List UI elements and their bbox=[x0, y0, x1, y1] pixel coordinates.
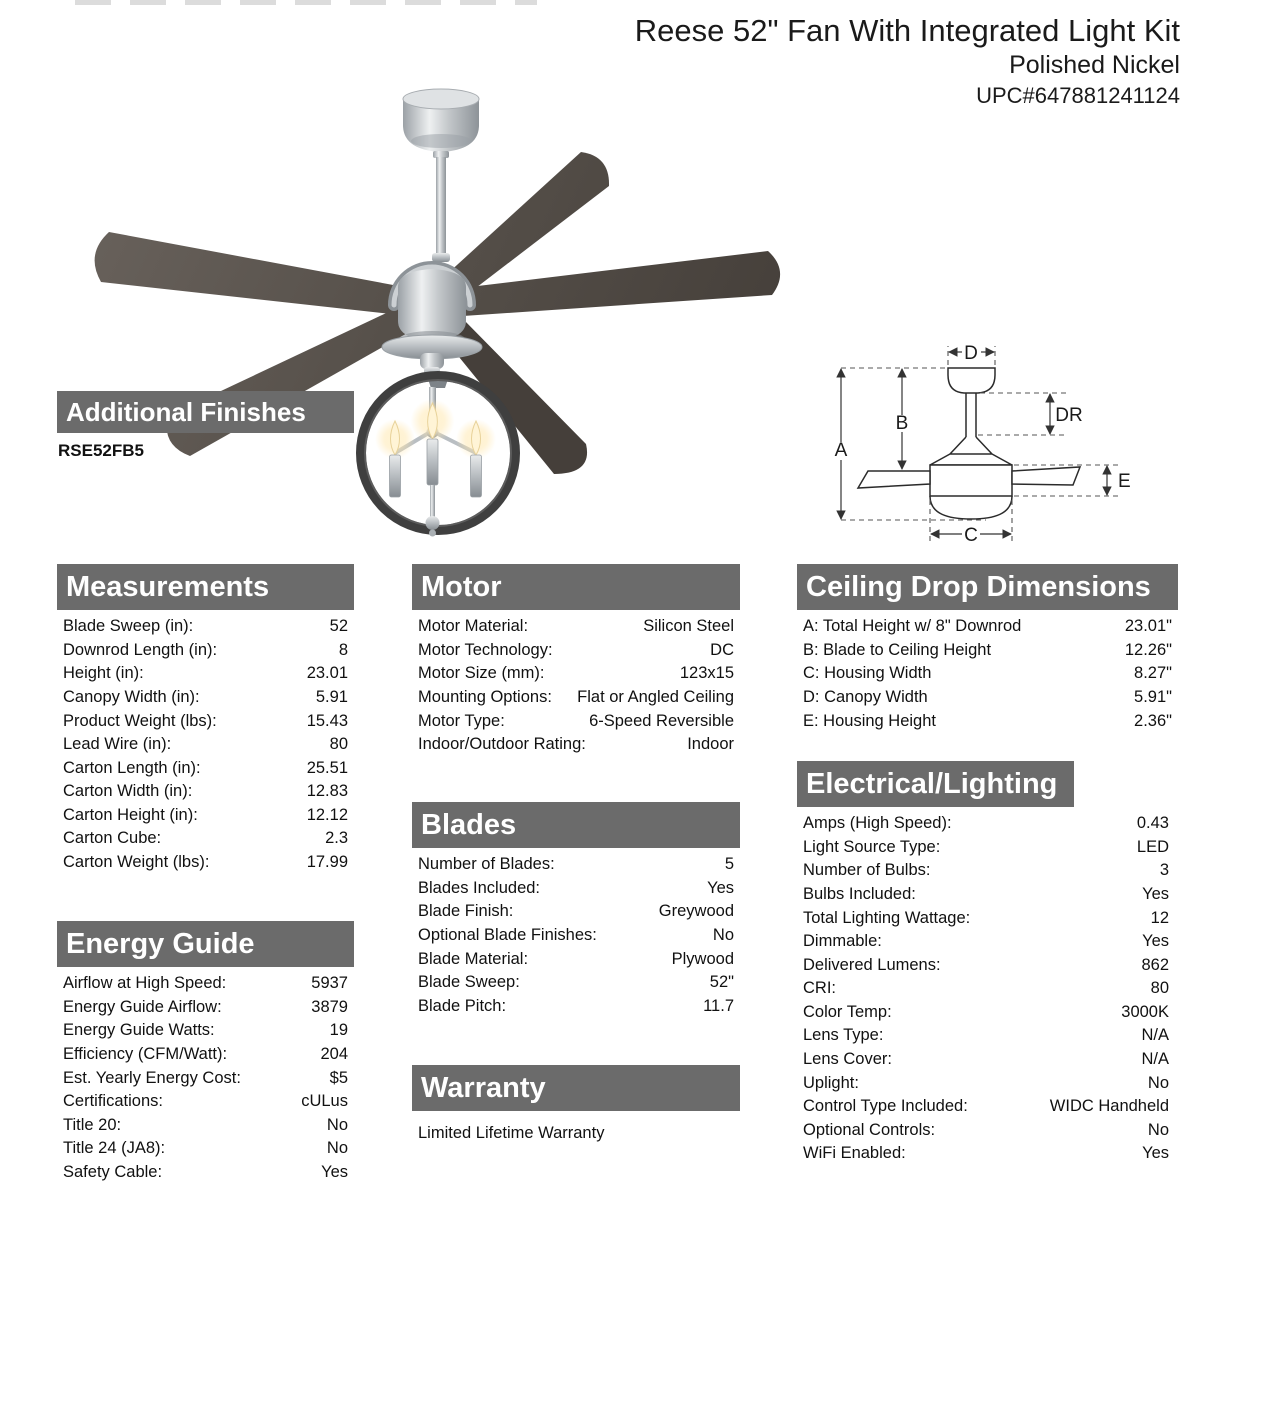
spec-label: Airflow at High Speed: bbox=[63, 974, 227, 993]
spec-value: 3 bbox=[1159, 861, 1169, 880]
spec-label: Number of Bulbs: bbox=[803, 861, 931, 880]
spec-label: Energy Guide Watts: bbox=[63, 1021, 215, 1040]
spec-row bbox=[412, 639, 740, 663]
spec-value: 25.51 bbox=[306, 758, 348, 777]
spec-value: N/A bbox=[1141, 1026, 1169, 1045]
spec-row bbox=[412, 924, 740, 948]
spec-row bbox=[57, 756, 354, 780]
spec-row bbox=[412, 686, 740, 710]
spec-label: Carton Height (in): bbox=[63, 805, 198, 824]
spec-row bbox=[57, 1043, 354, 1067]
section-header: Blades bbox=[412, 802, 740, 848]
spec-value: 80 bbox=[329, 735, 348, 754]
spec-row bbox=[412, 900, 740, 924]
section-header: Motor bbox=[412, 564, 740, 610]
spec-label: Motor Material: bbox=[418, 617, 529, 636]
spec-row bbox=[57, 1066, 354, 1090]
spec-row bbox=[797, 1071, 1175, 1095]
spec-row bbox=[797, 1119, 1175, 1143]
spec-label: Downrod Length (in): bbox=[63, 640, 218, 659]
spec-label: D: Canopy Width bbox=[803, 687, 928, 706]
ceiling-drop-diagram bbox=[828, 332, 1184, 558]
spec-value: Yes bbox=[321, 1162, 348, 1181]
section-electrical-lighting bbox=[797, 761, 1175, 1166]
label-e: E bbox=[1118, 471, 1131, 492]
spec-row bbox=[797, 1001, 1175, 1025]
spec-label: Lens Cover: bbox=[803, 1049, 892, 1068]
spec-value: Yes bbox=[707, 878, 734, 897]
spec-row bbox=[797, 615, 1178, 639]
product-title: Reese 52" Fan With Integrated Light Kit bbox=[634, 13, 1180, 48]
spec-value: Yes bbox=[1142, 884, 1169, 903]
section-header: Energy Guide bbox=[57, 921, 354, 967]
spec-row bbox=[57, 1161, 354, 1185]
spec-label: Lens Type: bbox=[803, 1026, 884, 1045]
spec-value: 12.12 bbox=[306, 805, 348, 824]
spec-label: Motor Type: bbox=[418, 711, 505, 730]
spec-value: 15.43 bbox=[306, 711, 348, 730]
spec-label: Carton Weight (lbs): bbox=[63, 852, 210, 871]
spec-row bbox=[412, 853, 740, 877]
spec-value: N/A bbox=[1141, 1049, 1169, 1068]
spec-value: Indoor bbox=[687, 735, 734, 754]
spec-label: CRI: bbox=[803, 979, 836, 998]
label-b: B bbox=[895, 413, 909, 434]
spec-value: 0.43 bbox=[1136, 814, 1169, 833]
label-dr: DR bbox=[1055, 405, 1083, 426]
spec-row bbox=[797, 1142, 1175, 1166]
spec-value: 19 bbox=[329, 1021, 348, 1040]
spec-value: Greywood bbox=[658, 902, 734, 921]
spec-label: Total Lighting Wattage: bbox=[803, 908, 971, 927]
spec-label: Efficiency (CFM/Watt): bbox=[63, 1044, 228, 1063]
spec-value: No bbox=[712, 925, 734, 944]
spec-value: WIDC Handheld bbox=[1049, 1097, 1169, 1116]
spec-value: 3879 bbox=[311, 997, 348, 1016]
spec-label: Blade Pitch: bbox=[418, 996, 507, 1015]
product-finish-subtitle: Polished Nickel bbox=[1009, 51, 1180, 79]
spec-row bbox=[57, 996, 354, 1020]
spec-row bbox=[412, 877, 740, 901]
warranty-text: Limited Lifetime Warranty bbox=[418, 1124, 605, 1142]
spec-label: Amps (High Speed): bbox=[803, 814, 952, 833]
spec-label: A: Total Height w/ 8" Downrod bbox=[803, 617, 1022, 636]
spec-row bbox=[57, 1137, 354, 1161]
spec-value: 5.91 bbox=[315, 687, 348, 706]
section-warranty bbox=[412, 1065, 740, 1143]
spec-value: 2.3 bbox=[325, 829, 348, 848]
spec-row bbox=[57, 1090, 354, 1114]
spec-row bbox=[797, 1048, 1175, 1072]
spec-row bbox=[57, 780, 354, 804]
spec-row bbox=[57, 804, 354, 828]
spec-label: Certifications: bbox=[63, 1092, 163, 1111]
spec-value: 204 bbox=[320, 1044, 348, 1063]
spec-label: Safety Cable: bbox=[63, 1162, 163, 1181]
spec-value: 52 bbox=[329, 617, 348, 636]
spec-label: Optional Controls: bbox=[803, 1120, 936, 1139]
section-header: Warranty bbox=[412, 1065, 740, 1111]
spec-value: 8 bbox=[338, 640, 348, 659]
spec-label: Blades Included: bbox=[418, 878, 541, 897]
spec-label: Carton Length (in): bbox=[63, 758, 201, 777]
spec-row bbox=[797, 977, 1175, 1001]
spec-row bbox=[57, 827, 354, 851]
section-blades bbox=[412, 802, 740, 1018]
spec-row bbox=[797, 883, 1175, 907]
label-c: C bbox=[964, 525, 978, 546]
cropped-logo-strip bbox=[75, 0, 537, 5]
spec-label: Motor Technology: bbox=[418, 640, 553, 659]
spec-label: Blade Sweep (in): bbox=[63, 617, 194, 636]
spec-row bbox=[57, 1019, 354, 1043]
spec-label: Dimmable: bbox=[803, 932, 882, 951]
spec-label: B: Blade to Ceiling Height bbox=[803, 640, 992, 659]
spec-value: No bbox=[1147, 1073, 1169, 1092]
spec-value: No bbox=[326, 1139, 348, 1158]
spec-label: Energy Guide Airflow: bbox=[63, 997, 222, 1016]
spec-row bbox=[412, 971, 740, 995]
spec-row bbox=[797, 1095, 1175, 1119]
spec-row bbox=[57, 686, 354, 710]
spec-label: Delivered Lumens: bbox=[803, 955, 941, 974]
spec-value: 5937 bbox=[311, 974, 348, 993]
spec-value: 80 bbox=[1150, 979, 1169, 998]
spec-row bbox=[57, 639, 354, 663]
additional-finishes-header: Additional Finishes bbox=[57, 391, 354, 433]
spec-value: 12.83 bbox=[306, 782, 348, 801]
fan-outline bbox=[858, 368, 1083, 519]
spec-label: Color Temp: bbox=[803, 1002, 892, 1021]
spec-label: Title 24 (JA8): bbox=[63, 1139, 166, 1158]
label-d: D bbox=[964, 343, 978, 364]
section-motor bbox=[412, 564, 740, 756]
spec-value: 5 bbox=[724, 855, 734, 874]
spec-value: $5 bbox=[329, 1068, 348, 1087]
spec-row bbox=[57, 709, 354, 733]
spec-row bbox=[412, 994, 740, 1018]
spec-value: 2.36" bbox=[1134, 711, 1172, 730]
spec-row bbox=[797, 812, 1175, 836]
spec-value: Yes bbox=[1142, 1144, 1169, 1163]
spec-value: Flat or Angled Ceiling bbox=[577, 687, 734, 706]
spec-row bbox=[57, 1113, 354, 1137]
spec-label: Title 20: bbox=[63, 1115, 122, 1134]
spec-label: Indoor/Outdoor Rating: bbox=[418, 735, 586, 754]
spec-row bbox=[797, 930, 1175, 954]
spec-row bbox=[412, 709, 740, 733]
spec-value: 11.7 bbox=[703, 996, 734, 1015]
section-measurements bbox=[57, 564, 354, 874]
spec-value: Silicon Steel bbox=[643, 617, 734, 636]
spec-value: 23.01 bbox=[306, 664, 348, 683]
spec-label: Lead Wire (in): bbox=[63, 735, 172, 754]
spec-label: Blade Sweep: bbox=[418, 973, 520, 992]
spec-value: 17.99 bbox=[306, 852, 348, 871]
spec-value: 8.27" bbox=[1134, 664, 1172, 683]
spec-label: Carton Width (in): bbox=[63, 782, 193, 801]
spec-row bbox=[57, 972, 354, 996]
spec-row bbox=[797, 906, 1175, 930]
spec-label: Canopy Width (in): bbox=[63, 687, 200, 706]
spec-value: DC bbox=[710, 640, 734, 659]
spec-label: Est. Yearly Energy Cost: bbox=[63, 1068, 241, 1087]
spec-value: 3000K bbox=[1121, 1002, 1169, 1021]
spec-row bbox=[797, 662, 1178, 686]
spec-row bbox=[797, 859, 1175, 883]
spec-label: Number of Blades: bbox=[418, 855, 555, 874]
spec-label: Product Weight (lbs): bbox=[63, 711, 217, 730]
spec-label: Uplight: bbox=[803, 1073, 859, 1092]
spec-row bbox=[797, 686, 1178, 710]
section-ceiling-drop-dimensions bbox=[797, 564, 1178, 733]
fan-product-image bbox=[80, 55, 800, 555]
spec-value: 5.91" bbox=[1134, 687, 1172, 706]
spec-row bbox=[57, 851, 354, 875]
spec-value: 6-Speed Reversible bbox=[589, 711, 734, 730]
section-header: Electrical/Lighting bbox=[797, 761, 1074, 807]
spec-label: WiFi Enabled: bbox=[803, 1144, 906, 1163]
spec-row bbox=[797, 639, 1178, 663]
spec-value: Yes bbox=[1142, 932, 1169, 951]
spec-value: Plywood bbox=[671, 949, 734, 968]
spec-row bbox=[57, 615, 354, 639]
spec-row bbox=[412, 733, 740, 757]
spec-value: 12 bbox=[1150, 908, 1169, 927]
spec-label: Optional Blade Finishes: bbox=[418, 925, 597, 944]
spec-value: LED bbox=[1136, 837, 1169, 856]
spec-row bbox=[412, 615, 740, 639]
spec-row bbox=[797, 1024, 1175, 1048]
product-upc: UPC#647881241124 bbox=[976, 83, 1180, 108]
spec-row bbox=[412, 947, 740, 971]
spec-label: Carton Cube: bbox=[63, 829, 162, 848]
spec-value: 123x15 bbox=[679, 664, 734, 683]
section-header: Measurements bbox=[57, 564, 354, 610]
label-a: A bbox=[834, 440, 848, 461]
spec-value: No bbox=[1147, 1120, 1169, 1139]
spec-label: Blade Finish: bbox=[418, 902, 514, 921]
spec-label: Height (in): bbox=[63, 664, 144, 683]
spec-label: Blade Material: bbox=[418, 949, 529, 968]
spec-row bbox=[412, 662, 740, 686]
spec-label: Mounting Options: bbox=[418, 687, 552, 706]
spec-label: Motor Size (mm): bbox=[418, 664, 545, 683]
spec-label: Light Source Type: bbox=[803, 837, 941, 856]
spec-row bbox=[57, 733, 354, 757]
spec-label: Control Type Included: bbox=[803, 1097, 968, 1116]
section-header: Ceiling Drop Dimensions bbox=[797, 564, 1178, 610]
section-energy-guide bbox=[57, 921, 354, 1184]
spec-value: 23.01" bbox=[1124, 617, 1172, 636]
spec-row bbox=[57, 662, 354, 686]
spec-row bbox=[797, 709, 1178, 733]
spec-value: cULus bbox=[301, 1092, 348, 1111]
spec-label: Bulbs Included: bbox=[803, 884, 916, 903]
fan-light-kit bbox=[361, 373, 515, 537]
spec-label: C: Housing Width bbox=[803, 664, 932, 683]
spec-row bbox=[797, 836, 1175, 860]
spec-value: No bbox=[326, 1115, 348, 1134]
spec-row bbox=[797, 953, 1175, 977]
spec-value: 12.26" bbox=[1124, 640, 1172, 659]
spec-label: E: Housing Height bbox=[803, 711, 936, 730]
additional-finishes-model: RSE52FB5 bbox=[58, 441, 144, 460]
spec-value: 52" bbox=[709, 973, 734, 992]
spec-value: 862 bbox=[1141, 955, 1169, 974]
